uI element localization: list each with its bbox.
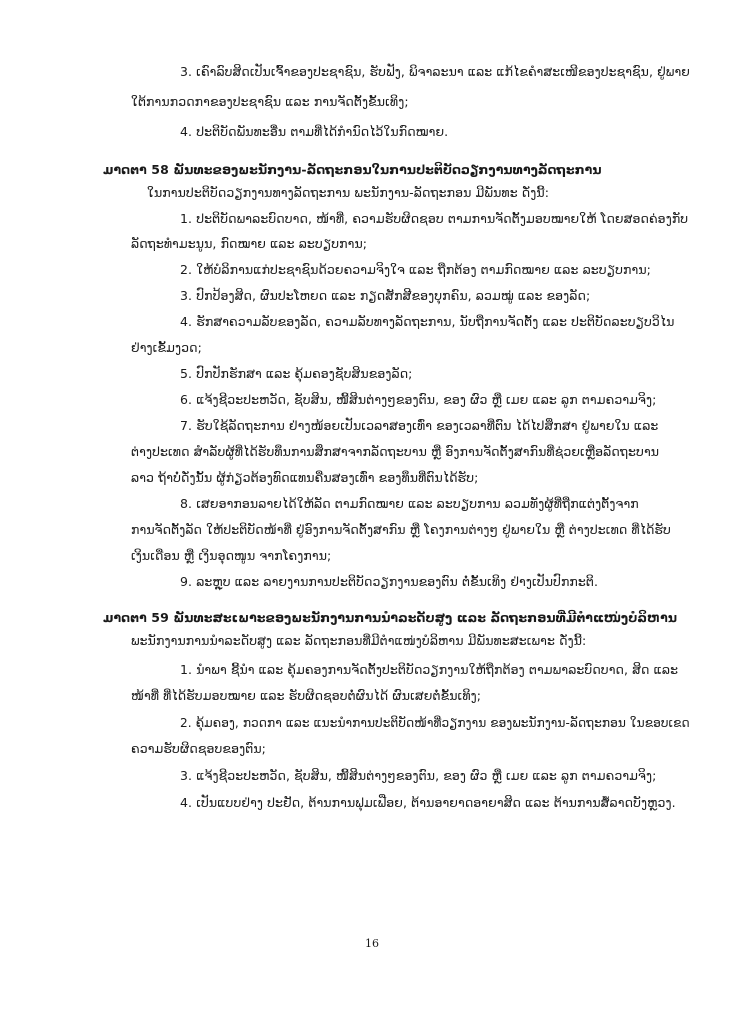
art59-item4: 4. ເປັນແບບຢ່າງ ປະຢັດ, ຕ້ານການຟຸມເຟືອຍ, ຕ້ານອາຍາດອາຍາສິດ ແລະ ຕ້ານການສໍ້ລາດບັງຫຼວງ.	[180, 795, 676, 810]
art58-item1-line1: 1. ປະຕິບັດພາລະບົດບາດ, ໜ້າທີ່, ຄວາມຮັບຜິດຊອບ ຕາມການຈັດຕັ້ງມອບໝາຍໃຫ້ ໂດຍສອດຄ່ອງກັບ	[180, 211, 689, 226]
art59-intro: ພະນັກງານການນຳລະດັບສູງ ແລະ ລັດຖະກອນທີ່ມີຕຳແໜ່ງບໍລິຫານ ມີພັນທະສະເພາະ ດັ່ງນີ້:	[131, 633, 587, 648]
art58-heading: ມາດຕາ 58 ພັນທະຂອງພະນັກງານ-ລັດຖະກອນໃນການປະຕິບັດວຽກງານທາງລັດຖະການ	[103, 162, 602, 177]
art58-item6: 6. ແຈ້ງຊີວະປະຫວັດ, ຊັບສິນ, ໜີ້ສິນຕ່າງໆຂອງຕົນ, ຂອງ ຜົວ ຫຼື ເມຍ ແລະ ລູກ ຕາມຄວາມຈິງ;	[180, 392, 657, 407]
art57-item3-line1: 3. ເຄົາລົບສິດເປັນເຈົ້າຂອງປະຊາຊົນ, ຮັບຟັງ, ພິຈາລະນາ ແລະ ແກ້ໄຂຄຳສະເໜີຂອງປະຊາຊົນ, ຢູ່ພາຍ	[180, 64, 690, 79]
art58-item8-line3: ເງິນເດືອນ ຫຼື ເງິນອຸດໜູນ ຈາກໂຄງການ;	[131, 548, 332, 563]
art59-item2-line1: 2. ຄຸ້ມຄອງ, ກວດກາ ແລະ ແນະນຳການປະຕິບັດໜ້າທີ່ວຽກງານ ຂອງພະນັກງານ-ລັດຖະກອນ ໃນຂອບເຂດ	[180, 715, 690, 730]
page-number: 16	[365, 937, 379, 950]
art59-heading: ມາດຕາ 59 ພັນທະສະເພາະຂອງພະນັກງານການນຳລະດັບສູງ ແລະ ລັດຖະກອນທີ່ມີຕຳແໜ່ງບໍລິຫານ	[103, 610, 678, 625]
art57-item4: 4. ປະຕິບັດພັນທະອື່ນ ຕາມທີ່ໄດ້ກຳນົດໄວ້ໃນກົດໝາຍ.	[180, 124, 449, 139]
art57-item3-line2: ໃຕ້ການກວດກາຂອງປະຊາຊົນ ແລະ ການຈັດຕັ້ງຂັ້ນເທິງ;	[131, 94, 409, 109]
art59-item3: 3. ແຈ້ງຊີວະປະຫວັດ, ຊັບສິນ, ໜີ້ສິນຕ່າງໆຂອງຕົນ, ຂອງ ຜົວ ຫຼື ເມຍ ແລະ ລູກ ຕາມຄວາມຈິງ;	[180, 768, 657, 783]
art58-item9: 9. ລະຫຼຸບ ແລະ ລາຍງານການປະຕິບັດວຽກງານຂອງຕົນ ຕໍ່ຂັ້ນເທິງ ຢ່າງເປັນປົກກະຕິ.	[180, 574, 599, 589]
art58-item2: 2. ໃຫ້ບໍລິການແກ່ປະຊາຊົນດ້ວຍຄວາມຈິງໃຈ ແລະ ຖືກຕ້ອງ ຕາມກົດໝາຍ ແລະ ລະບຽບການ;	[180, 262, 651, 277]
art58-item1-line2: ລັດຖະທຳມະນູນ, ກົດໝາຍ ແລະ ລະບຽບການ;	[131, 236, 368, 251]
art58-intro: ໃນການປະຕິບັດວຽກງານທາງລັດຖະການ ພະນັກງານ-ລັດຖະກອນ ມີພັນທະ ດັ່ງນີ້:	[147, 185, 550, 200]
art59-item2-line2: ຄວາມຮັບຜິດຊອບຂອງຕົນ;	[131, 741, 266, 756]
art58-item3: 3. ປົກປ້ອງສິດ, ຜົນປະໂຫຍດ ແລະ ກຽດສັກສີຂອງບຸກຄົນ, ລວມໝູ່ ແລະ ຂອງລັດ;	[180, 288, 591, 303]
art58-item4-line2: ຢ່າງເຂັ້ມງວດ;	[131, 340, 202, 355]
art58-item8-line2: ການຈັດຕັ້ງລັດ ໃຫ້ປະຕິບັດໜ້າທີ່ ຢູ່ອົງການຈັດຕັ້ງສາກົນ ຫຼື ໂຄງການຕ່າງໆ ຢູ່ພາຍໃນ ຫຼື ຕ່າງປະເທດ ທີ່ໄດ້ຮັບ	[131, 522, 671, 537]
art59-item1-line1: 1. ນຳພາ ຊີ້ນຳ ແລະ ຄຸ້ມຄອງການຈັດຕັ້ງປະຕິບັດວຽກງານໃຫ້ຖືກຕ້ອງ ຕາມພາລະບົດບາດ, ສິດ ແລະ	[180, 662, 679, 677]
art58-item5: 5. ປົກປັກຮັກສາ ແລະ ຄຸ້ມຄອງຊັບສິນຂອງລັດ;	[180, 366, 413, 381]
art58-item7-line1: 7. ຮັບໃຊ້ລັດຖະການ ຢ່າງໜ້ອຍເປັນເວລາສອງເທົ່າ ຂອງເວລາທີ່ຕົນ ໄດ້ໄປສຶກສາ ຢູ່ພາຍໃນ ແລະ	[180, 418, 659, 433]
art58-item7-line3: ລາວ ຖ້າບໍ່ດັ່ງນັ້ນ ຜູ້ກ່ຽວຕ້ອງທົດແທນຄືນສອງເທົ່າ ຂອງທຶນທີ່ຕົນໄດ້ຮັບ;	[131, 470, 479, 485]
art58-item7-line2: ຕ່າງປະເທດ ສຳລັບຜູ້ທີ່ໄດ້ຮັບທຶນການສຶກສາຈາກລັດຖະບານ ຫຼື ອົງການຈັດຕັ້ງສາກົນທີ່ຊ່ວຍເຫຼືອລັດຖະບານ	[131, 444, 660, 459]
art59-item1-line2: ໜ້າທີ່ ທີ່ໄດ້ຮັບມອບໝາຍ ແລະ ຮັບຜິດຊອບຕໍ່ຜົນໄດ້ ຜົນເສຍຕໍ່ຂັ້ນເທິງ;	[131, 688, 482, 703]
art58-item4-line1: 4. ຮັກສາຄວາມລັບຂອງລັດ, ຄວາມລັບທາງລັດຖະການ, ນັບຖືການຈັດຕັ້ງ ແລະ ປະຕິບັດລະບຽບວິໄນ	[180, 314, 675, 329]
art58-item8-line1: 8. ເສຍອາກອນລາຍໄດ້ໃຫ້ລັດ ຕາມກົດໝາຍ ແລະ ລະບຽບການ ລວມທັງຜູ້ທີ່ຖືກແຕ່ງຕັ້ງຈາກ	[180, 496, 639, 511]
